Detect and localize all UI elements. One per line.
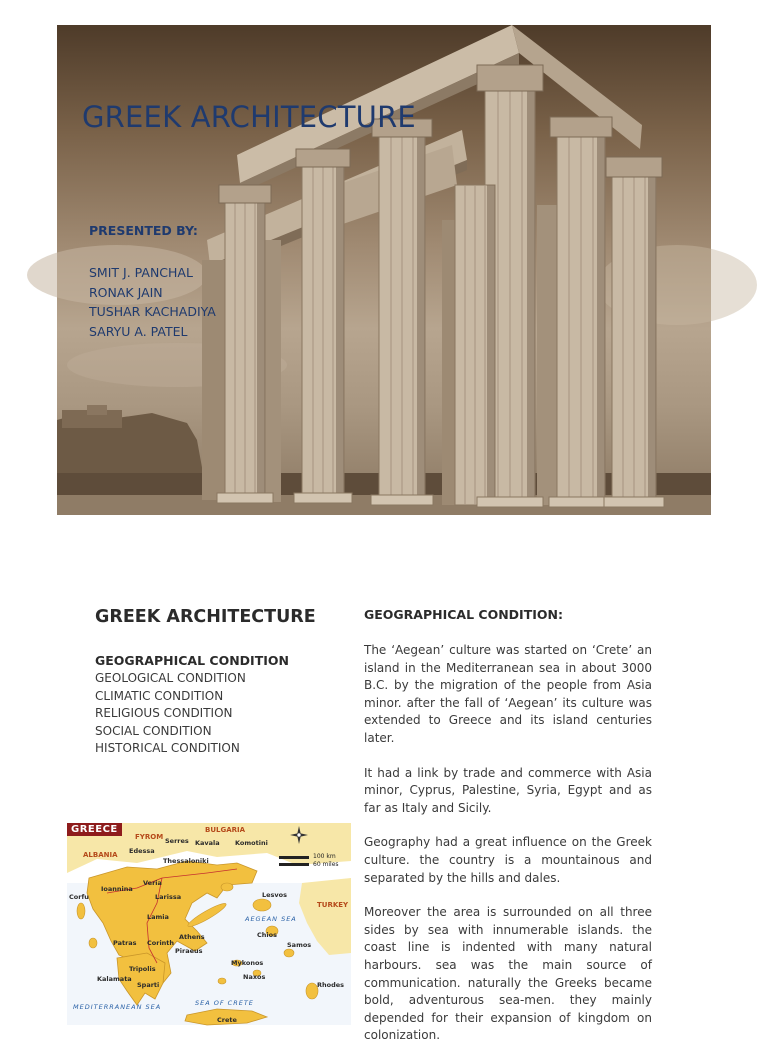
content-slide [57,585,711,1043]
map-label-city: Kavala [195,839,220,847]
map-label-city: Piraeus [175,947,203,955]
map-label-city: Lamia [147,913,169,921]
topic-item: HISTORICAL CONDITION [95,741,240,756]
map-label-city: Crete [217,1016,237,1024]
scale-miles: 60 miles [313,861,339,868]
topic-item: RELIGIOUS CONDITION [95,706,233,721]
map-label-country: BULGARIA [205,826,246,834]
paragraph: Moreover the area is surrounded on all three sides by sea with innumerable islands. the coast line is indented with many natural harbours. sea was the main source of communication. naturally the Greeks became bold, adventurous sea-men. they mainly depended for their expansion of kingdom on colonization. [364,905,652,1043]
paragraph: Geography had a great influence on the Greek culture. the country is a mountainous and separated by the hills and dales. [364,835,652,885]
map-label-country: ALBANIA [83,851,118,859]
presentation-title: GREEK ARCHITECTURE [82,100,416,134]
section-heading: GEOGRAPHICAL CONDITION: [364,607,563,622]
topic-item-active: GEOGRAPHICAL CONDITION [95,653,289,668]
map-label-city: Thessaloniki [163,857,209,865]
map-label-city: Patras [113,939,137,947]
map-label-city: Serres [165,837,189,845]
title-slide [57,25,711,515]
scale-bar [279,856,309,859]
scale-bar [279,863,309,866]
presented-by-label: PRESENTED BY: [89,223,198,238]
presenter-name: SARYU A. PATEL [89,323,188,339]
map-scale [279,853,339,870]
map-label-city: Rhodes [317,981,345,989]
topic-item: GEOLOGICAL CONDITION [95,671,246,686]
map-label-sea: SEA OF CRETE [195,999,254,1007]
presenter-list [89,263,216,341]
map-label-city: Komotini [235,839,268,847]
map-label-city: Tripolis [129,965,156,973]
map-label-sea: MEDITERRANEAN SEA [73,1003,162,1011]
map-label-city: Athens [179,933,205,941]
map-label-city: Veria [143,879,162,887]
map-label-country: TURKEY [317,901,349,909]
map-label-city: Edessa [129,847,155,855]
scale-km: 100 km [313,853,336,860]
paragraph: The ‘Aegean’ culture was started on ‘Crete’ an island in the Mediterranean sea in about 3000 B.C. by the migration of the people from Asia minor. after the fall of ‘Aegean’ its culture was extended to Greece and its island centuries later. [364,643,652,745]
map-label-country: FYROM [135,833,164,841]
topic-item: SOCIAL CONDITION [95,723,212,738]
topic-list [95,652,289,757]
map-label-city: Larissa [155,893,182,901]
map-label-city: Sparti [137,981,160,989]
map-label-city: Kalamata [97,975,132,983]
map-label-city: Ioannina [101,885,133,893]
greece-map [67,823,351,1025]
map-label-city: Samos [287,941,312,949]
geographical-condition-section [364,607,652,1062]
map-label-city: Corfu [69,893,89,901]
paragraph: It had a link by trade and commerce with Asia minor, Cyprus, Palestine, Syria, Egypt and as far as Italy and Sicily. [364,765,652,815]
map-label-city: Corinth [147,939,175,947]
slide-heading: GREEK ARCHITECTURE [95,607,316,627]
map-label-city: Lesvos [262,891,287,899]
topic-item: CLIMATIC CONDITION [95,688,224,703]
map-title-badge: GREECE [67,823,122,836]
map-label-sea: AEGEAN SEA [245,915,297,923]
presenter-name: SMIT J. PANCHAL [89,265,193,280]
presenter-name: TUSHAR KACHADIYA [89,304,216,319]
map-label-city: Naxos [243,973,266,981]
map-label-city: Mykonos [231,959,264,967]
map-label-city: Chios [257,931,277,939]
presenter-name: RONAK JAIN [89,284,163,300]
